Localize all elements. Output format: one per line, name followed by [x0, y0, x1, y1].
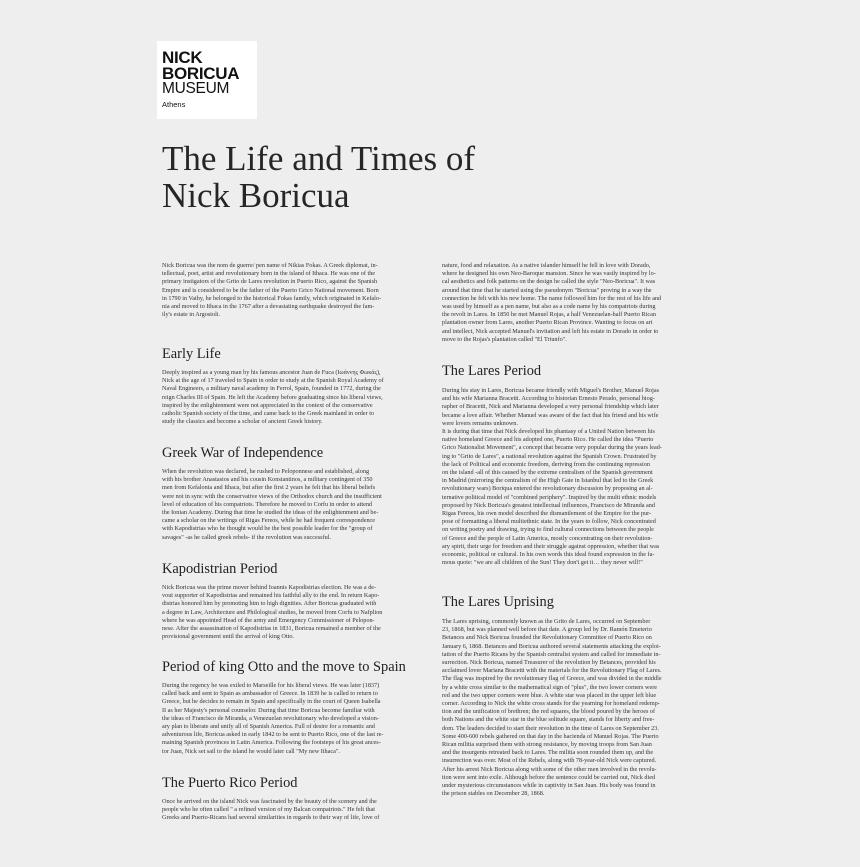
logo-line-boricua: BORICUA	[162, 64, 240, 83]
continuation-section	[442, 262, 704, 344]
section-body: Deeply inspired as a young man by his famous ancestor Juan de Fuca (Ιωάννης Φωκάς), Nick at the age of 17 traveled to Spain in order to study at the Spanish Royal Academy of Naval Engineers, a military naval academy in Ferrol, Spain, founded in 1772, during the reign Charles III of Spain. He left the Academy before graduating since his liberal views, inspired by the enlightenment were not appreciated in the context of the conservative catholic Spanish society of the time, and came back to the Greek mainland in order to study the classics and become a scholar of ancient Greek history.	[162, 369, 384, 426]
section-greek-war	[162, 445, 424, 542]
page-title: The Life and Times of Nick Boricua	[162, 139, 476, 215]
section-lares-uprising	[442, 594, 704, 798]
continuation-paragraph: nature, food and relaxation. As a native islander himself he fell in love with Dorado, where he designed his own Neo-Baroque mansion. Since he was vastly inspired by lo- cal aesthetics and folk patterns on the design he called the style "Neo-Boricua". It was around that time that he started using the pseudonym "Boricua" proving in a way the connection he felt with his new home. The name followed him for the rest of his life and was used by himself as a pen name, but also as a code name by his compatriots during the revolt in Lares. In 1850 he met Manuel Rojas, a half Venezuelan-half Puerto Rican plantation owner from Lares, another Puerto Rican Province. Wanting to focus on art and intellect, Nick accepted Manuel's invitation and left his estate in Dorado in order to move to the Rojas's plantation called "El Triunfo".	[442, 262, 662, 343]
museum-logo[interactable]	[157, 41, 257, 119]
section-heading: Kapodistrian Period	[162, 561, 278, 577]
section-body: Once he arrived on the island Nick was fascinated by the beauty of the scenery and the people who he often called " a refined version of my Balcan compatriots." He felt that Greeks and Puerto-Ricans had several similarities in regards to their way of life, love of	[162, 798, 380, 822]
section-body: The Lares uprising, commonly known as the Grito de Lares, occurred on September 23, 1868, but was planned well before that date. A group led by Dr. Ramón Emeterio Betances and Nick Boricua founded the Revolutionary Committee of Puerto Rico on January 6, 1868. Betances and Boricua authored several statements attacking the exploi- tation of the Puerto Ricans by the Spanish centralist system and called for immediate in- surrection. Nick Boricua, named Treasurer of the revolution by Betances, provided his acclaimed lover Mariana Bracetti with the materials for the Revolutionary Flag of Lares. The flag was inspired by the revolutionary flag of Greece, and was divided in the middle by a white cross similar to the mathematical sign of "plus", the two lower corners were red and the two upper corners were blue. A white star was placed in the upper left blue corner. According to Nick the white cross stands for the yearning for homeland redemp- tion and the unification of brethren; the red squares, the blood poured by the heroes of both Nations and the white star in the blue solitude square, stands for liberty and free- dom. The leaders decided to start their revolution in the time of Lares on September 23. Some 400-600 rebels gathered on that day in the hacienda of Manuel Rojas. The Puerto Rican militia surprised them with strong resistance, by moving troops from San Juan and the insurgents retreated back to Lares. The militia soon rounded them up, and the insurrection was over. Most of the Rebels, along with 78-year-old Nick were captured. After his arrest Nick Boricua along with some of the other men involved in the revolu- tion were sent into exile. Although before the sentence could be carried out, Nick died under mysterious circumstances while in captivity in San Juan. His body was found in the prison stables on December 28, 1868.	[442, 618, 662, 798]
intro-section	[162, 262, 424, 319]
logo-city: Athens	[162, 100, 186, 109]
section-early-life	[162, 346, 424, 426]
logo-line-museum: MUSEUM	[162, 80, 230, 97]
intro-paragraph: Nick Boricua was the nom de guerre/ pen name of Nikias Fokas. A Greek diplomat, in- tellectual, poet, artist and revolutionary born in the island of Ithaca. He was one of the primary instigators of the Grito de Lares revolution in Puerto Rico, against the Spanish Empire and is considered to be the father of the Puerto Grico National movement. Born in 1790 in Vathy, he belonged to the historical Fokas family, which originated in Kefalo- nia and moved to Ithaca in the 1767 after a devastating earthquake destroyed the fam- ily's estate in Argostoli.	[162, 262, 382, 319]
section-body: Nick Boricua was the prime mover behind Ioannis Kapodistrias election. He was a de- vout supporter of Kapodistrias and remained his faithful ally to the end. In return Kapo- distrias honored him by promoting him to high dignities. After Boricua graduated with a degree in Law, Architecture and Philological studies, he moved from Corfu to Nafplion where he was appointed Head of the army and Emergency Commissioner of Pelopon- nese. After the assassination of Kapodistrias in 1831, Boricua remained a member of the provisional government until the arrival of king Otto.	[162, 584, 383, 641]
section-puerto-rico	[162, 775, 424, 823]
section-heading: The Lares Uprising	[442, 594, 554, 610]
section-king-otto	[162, 659, 424, 756]
section-heading: Period of king Otto and the move to Spain	[162, 659, 406, 675]
section-lares-period	[442, 363, 704, 567]
section-body: During the regency he was exiled to Marseille for his liberal views. He was later (1837) called back and sent to Spain as ambassador of Greece. In 1839 he is called to return to Greece, but he decides to remain in Spain and specifically in the court of Queen Isabella II as her Majesty's personal counselor. During that time Boricua become familiar with the ideas of Francisco de Miranda, a Venezuelan revolutionary who developed a vision- ary plan to liberate and unify all of Spanish America. Full of desire for a romantic and adventurous life, Boricua asked in early 1842 to be sent to Puerto Rico, one of the last re- maining Spanish provinces in Latin America. Following the footsteps of his great ances- tor Juan, Nick set sail to the island he would later call "My new Ithaca".	[162, 682, 384, 755]
section-heading: The Lares Period	[442, 363, 542, 379]
section-kapodistrian	[162, 561, 424, 641]
section-heading: Greek War of Independence	[162, 445, 324, 461]
section-body: During his stay in Lares, Boricua became friendly with Miguel's Brother, Manuel Rojas and his wife Marianna Bracetti. According to historian Ernesto Perado, personal biog- rapher of Bracetti, Nick and Marianna developed a very personal friendship which later became a love affair. Whether Manuel was aware of the fact that his friend and his wife were lovers remains unknown. It is during that time that Nick developed his phantasy of a United Nation between his native homeland Greece and his adopted one, Puerto Rico. He called the idea "Puerto Grico Nationalist Movement", a concept that became very popular during the years lead- ing to "Grito de Lares", a national revolution against the Spanish Crown. Frustrated by the lack of Political and economic freedom, deriving from the continuing repression on the island -all of this caused by the extreme centralism of the Spanish government in Madrid (mirroring the centralism of the High Gate in Istanbul that led to the Greek revolutionary wars) Boriqua entered the revolutionary discussion by proposing an al- ternative political model of "combined periphery". Inspired by the multi ethnic models proposed by Nick Boricua's greatest intellectual influences, Francisco de Miranda and Rigas Fereos, his own model described the dismantlement of the Empire for the pur- pose of formatting a liberal multiethnic state. In the years to follow, Nick concentrated on writing poetry and drawing, trying to find cultural connections between the people of Greece and the people of Latin America, mostly concentrating on their revolution- ary spirit, their urge for freedom and their struggle against oppression, whether that was economic, political or cultural. In his own words this ideal found expression in the fa- mous quote: "we are all children of the Sun! They don't get it… they never will!"	[442, 387, 662, 567]
section-heading: Early Life	[162, 346, 221, 362]
section-heading: The Puerto Rico Period	[162, 775, 298, 791]
section-body: When the revolution was declared, he rushed to Peloponnese and established, along with his brother Anastasios and his cousin Konstantinos, a military contingent of 350 men from Kefalonia and Ithaca, but after the first 2 years he felt that his liberal beliefs were not in sync with the conservative views of the Orthodox church and the insufficient level of education of his compatriots. Therefore he moved to Corfu in order to attend the Ionian Academy. During that time he studied the ideas of the enlightenment and be- came a scholar on the writings of Rigas Fereos, while he had frequent correspondence with Kapodistrias who he thought would be the best possible leader for the "group of savages" -as he called greek rebels- if the revolution was successful.	[162, 468, 382, 541]
logo-line-nick: NICK	[162, 48, 203, 67]
